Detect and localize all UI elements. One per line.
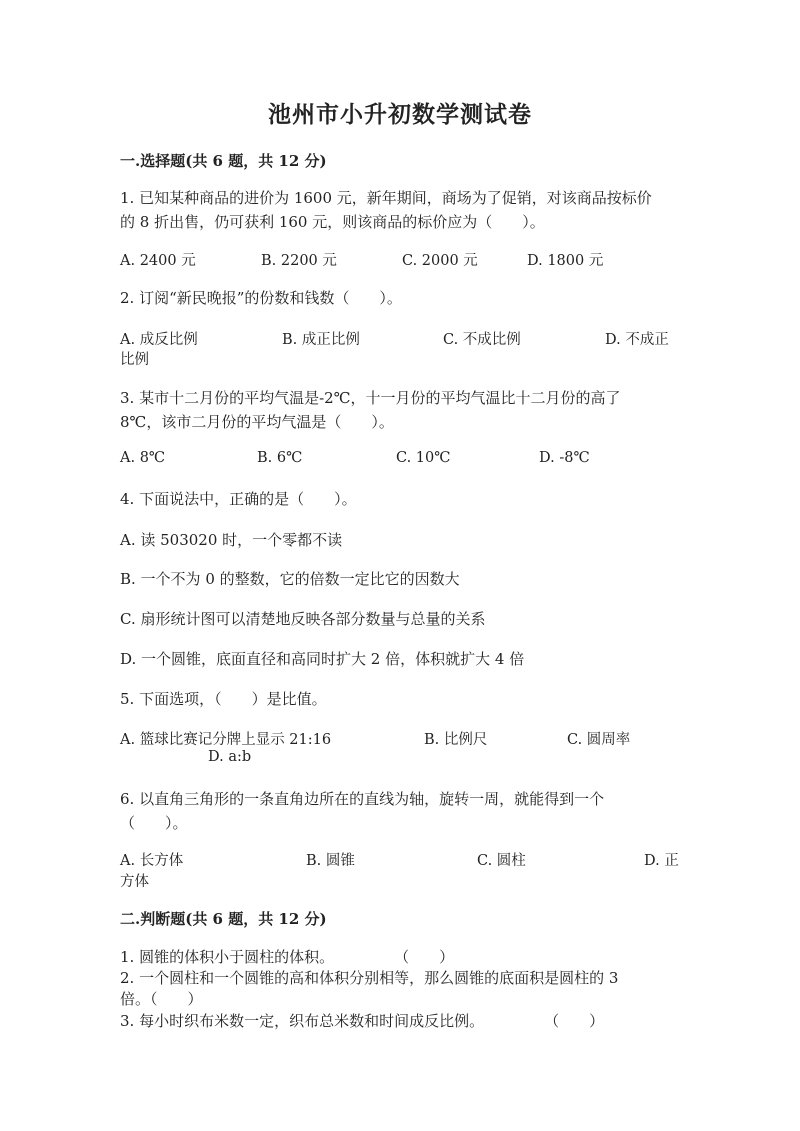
- option-a: A. 长方体: [120, 853, 184, 869]
- option-d: D. 正: [644, 853, 679, 869]
- option-d: D. 1800 元: [527, 253, 604, 269]
- option-b: B. 2200 元: [261, 253, 337, 269]
- option-a: A. 篮球比赛记分牌上显示 21:16: [120, 732, 332, 748]
- question-2-line-1: 2. 订阅“新民晚报”的份数和钱数（ ）。: [120, 289, 402, 307]
- question-4-option-d: D. 一个圆锥，底面直径和高同时扩大 2 倍，体积就扩大 4 倍: [120, 650, 525, 668]
- judgement-2-line-1: 2. 一个圆柱和一个圆锥的高和体积分别相等，那么圆锥的底面积是圆柱的 3: [120, 969, 619, 987]
- option-b: B. 圆锥: [306, 853, 355, 869]
- question-1: [120, 186, 680, 234]
- question-6-option-d-continued: 方体: [120, 874, 149, 890]
- option-c: C. 不成比例: [443, 332, 521, 348]
- option-c: C. 圆周率: [567, 732, 631, 748]
- question-6-options: [120, 849, 680, 869]
- question-5-option-d: D. a:b: [208, 749, 252, 765]
- question-6-line-1: 6. 以直角三角形的一条直角边所在的直线为轴，旋转一周，就能得到一个: [120, 790, 605, 808]
- question-1-line-1: 1. 已知某种商品的进价为 1600 元，新年期间，商场为了促销，对该商品按标价: [120, 189, 652, 207]
- question-6: [120, 787, 680, 835]
- question-1-options: [120, 249, 680, 269]
- question-5-line-1: 5. 下面选项，（ ）是比值。: [120, 690, 327, 708]
- judgement-1: 1. 圆锥的体积小于圆柱的体积。 （ ）: [120, 948, 455, 966]
- question-4: [120, 487, 680, 511]
- option-a: A. 成反比例: [120, 332, 198, 348]
- question-4-option-b: B. 一个不为 0 的整数，它的倍数一定比它的因数大: [120, 570, 460, 588]
- question-3-line-1: 3. 某市十二月份的平均气温是-2℃，十一月份的平均气温比十二月份的高了: [120, 389, 621, 407]
- question-2-options: [120, 328, 680, 348]
- option-b: B. 成正比例: [282, 332, 360, 348]
- option-b: B. 比例尺: [424, 732, 488, 748]
- option-a: A. 8℃: [120, 450, 166, 466]
- question-4-line-1: 4. 下面说法中，正确的是（ ）。: [120, 490, 357, 508]
- option-b: B. 6℃: [257, 450, 303, 466]
- page-title: 池州市小升初数学测试卷: [268, 101, 532, 128]
- question-2-option-d-continued: 比例: [120, 352, 149, 368]
- option-c: C. 10℃: [396, 450, 451, 466]
- section-heading-choice: 一.选择题(共 6 题，共 12 分): [120, 152, 327, 170]
- question-1-line-2: 的 8 折出售，仍可获利 160 元，则该商品的标价应为（ ）。: [120, 213, 545, 231]
- question-5-options: [120, 728, 680, 748]
- question-3: [120, 386, 680, 434]
- question-6-line-2: （ ）。: [120, 814, 188, 832]
- option-a: A. 2400 元: [120, 253, 196, 269]
- option-c: C. 圆柱: [477, 853, 526, 869]
- question-4-option-a: A. 读 503020 时，一个零都不读: [120, 531, 343, 549]
- option-c: C. 2000 元: [402, 253, 478, 269]
- question-2: [120, 286, 680, 310]
- section-heading-judgement: 二.判断题(共 6 题，共 12 分): [120, 910, 327, 928]
- question-4-option-c: C. 扇形统计图可以清楚地反映各部分数量与总量的关系: [120, 610, 486, 628]
- question-3-line-2: 8℃，该市二月份的平均气温是（ ）。: [120, 413, 394, 431]
- question-5: [120, 687, 680, 711]
- judgement-3: 3. 每小时织布米数一定，织布总米数和时间成反比例。 （ ）: [120, 1012, 605, 1030]
- option-d: D. -8℃: [539, 450, 590, 466]
- question-3-options: [120, 450, 680, 470]
- option-d: D. 不成正: [605, 332, 669, 348]
- judgement-2-line-2: 倍。（ ）: [120, 990, 203, 1008]
